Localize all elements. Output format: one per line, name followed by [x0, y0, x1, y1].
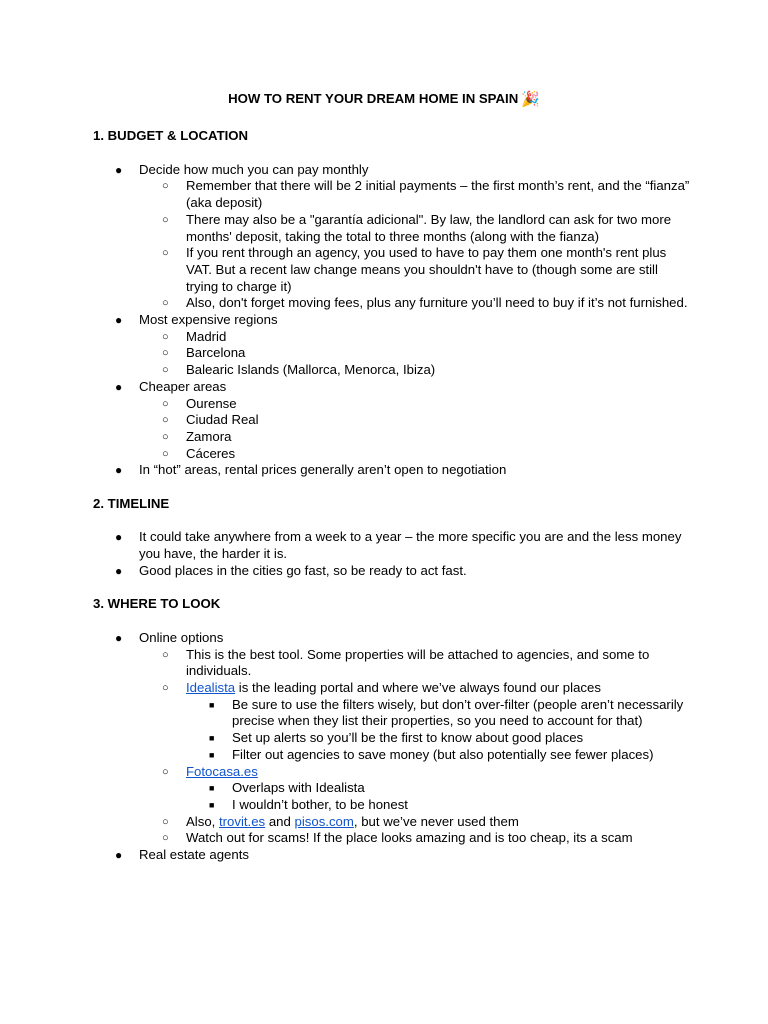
sub-list-item: ○ There may also be a "garantía adicional". By law, the landlord can ask for two more months' deposit, taking the total to three months (along with the fianza)	[162, 211, 672, 244]
sub-list-item: ○ Barcelona	[162, 345, 246, 361]
section-heading-where: 3. WHERE TO LOOK	[93, 596, 221, 612]
sub-list-item: ○ Zamora	[162, 428, 232, 444]
list-item: ● Real estate agents	[115, 847, 249, 863]
sub-sub-list-item: ■ Overlaps with Idealista	[209, 780, 365, 796]
sub-list-item: ○ This is the best tool. Some properties will be attached to agencies, and some to individuals.	[162, 646, 650, 679]
bullet-icon: ○	[162, 682, 169, 695]
bullet-icon: ○	[162, 815, 169, 828]
bullet-icon: ○	[162, 330, 169, 343]
bullet-icon: ●	[115, 848, 123, 863]
list-item: ● In “hot” areas, rental prices generally aren’t open to negotiation	[115, 462, 507, 478]
bullet-icon: ○	[162, 180, 169, 193]
list-item: ● Most expensive regions	[115, 312, 278, 328]
document-body	[93, 128, 693, 864]
bullet-icon: ●	[115, 630, 123, 645]
sub-list-item: ○ Also, don't forget moving fees, plus any furniture you’ll need to buy if it’s not furnished.	[162, 295, 688, 311]
bullet-icon: ■	[209, 733, 215, 744]
pisos-link[interactable]: pisos.com	[294, 813, 354, 829]
sub-list-item: ○ Watch out for scams! If the place looks amazing and is too cheap, its a scam	[162, 830, 633, 846]
list-item: ● Online options	[115, 629, 224, 645]
sub-list-item: ○ Balearic Islands (Mallorca, Menorca, Ibiza)	[162, 362, 436, 378]
sub-list-item: ○ Madrid	[162, 328, 227, 344]
bullet-icon: ●	[115, 162, 123, 177]
sub-list-item: ○ If you rent through an agency, you used to have to pay them one month's rent plus VAT. But a recent law change means you shouldn't have to (though some are still trying to charge it)	[162, 245, 667, 294]
bullet-icon: ○	[162, 414, 169, 427]
bullet-icon: ●	[115, 313, 123, 328]
section-heading-timeline: 2. TIMELINE	[93, 495, 170, 511]
bullet-icon: ○	[162, 364, 169, 377]
bullet-icon: ○	[162, 397, 169, 410]
title-text: HOW TO RENT YOUR DREAM HOME IN SPAIN	[228, 91, 519, 106]
bullet-icon: ○	[162, 247, 169, 260]
fotocasa-link[interactable]: Fotocasa.es	[186, 763, 258, 779]
list-item: ● Cheaper areas	[115, 378, 227, 394]
list-item: ● Good places in the cities go fast, so be ready to act fast.	[115, 562, 467, 578]
bullet-icon: ○	[162, 447, 169, 460]
bullet-icon: ●	[115, 463, 123, 478]
bullet-icon: ●	[115, 563, 123, 578]
sub-sub-list-item: ■ Be sure to use the filters wisely, but don’t over-filter (people aren’t necessarily precise when they list their properties, so you need to account for that)	[209, 696, 684, 729]
sub-sub-list-item: ■ I wouldn’t bother, to be honest	[209, 796, 408, 812]
bullet-icon: ■	[209, 783, 215, 794]
sub-sub-list-item: ■ Filter out agencies to save money (but also potentially see fewer places)	[209, 746, 654, 762]
sub-list-item: ○ Ourense	[162, 395, 237, 411]
trovit-link[interactable]: trovit.es	[218, 813, 266, 829]
list-item: ● It could take anywhere from a week to a year – the more specific you are and the less money you have, the harder it is.	[115, 529, 682, 562]
bullet-icon: ■	[209, 699, 215, 710]
page-title	[0, 89, 768, 110]
sub-list-item	[93, 764, 693, 781]
party-popper-icon: 🎉	[521, 91, 540, 108]
bullet-icon: ■	[209, 749, 215, 760]
bullet-icon: ●	[115, 379, 123, 394]
list-item: ● Decide how much you can pay monthly	[115, 161, 369, 177]
bullet-icon: ○	[162, 297, 169, 310]
sub-list-item: ○ Idealista is the leading portal and where we’ve always found our places	[162, 680, 601, 696]
bullet-icon: ○	[162, 765, 169, 778]
sub-list-item: ○ Also, trovit.es and pisos.com, but we’ve never used them	[162, 813, 519, 829]
bullet-icon: ●	[115, 530, 123, 545]
bullet-icon: ○	[162, 430, 169, 443]
bullet-icon: ○	[162, 213, 169, 226]
bullet-icon: ■	[209, 799, 215, 810]
sub-list-item: ○ Ciudad Real	[162, 412, 259, 428]
bullet-icon: ○	[162, 347, 169, 360]
idealista-link[interactable]: Idealista	[186, 680, 236, 696]
bullet-icon: ○	[162, 832, 169, 845]
section-heading-budget: 1. BUDGET & LOCATION	[93, 128, 249, 143]
sub-sub-list-item: ■ Set up alerts so you’ll be the first to know about good places	[209, 730, 584, 746]
sub-list-item: ○ Cáceres	[162, 445, 236, 461]
bullet-icon: ○	[162, 648, 169, 661]
sub-list-item: ○ Remember that there will be 2 initial payments – the first month’s rent, and the “fianza” (aka deposit)	[162, 178, 690, 211]
